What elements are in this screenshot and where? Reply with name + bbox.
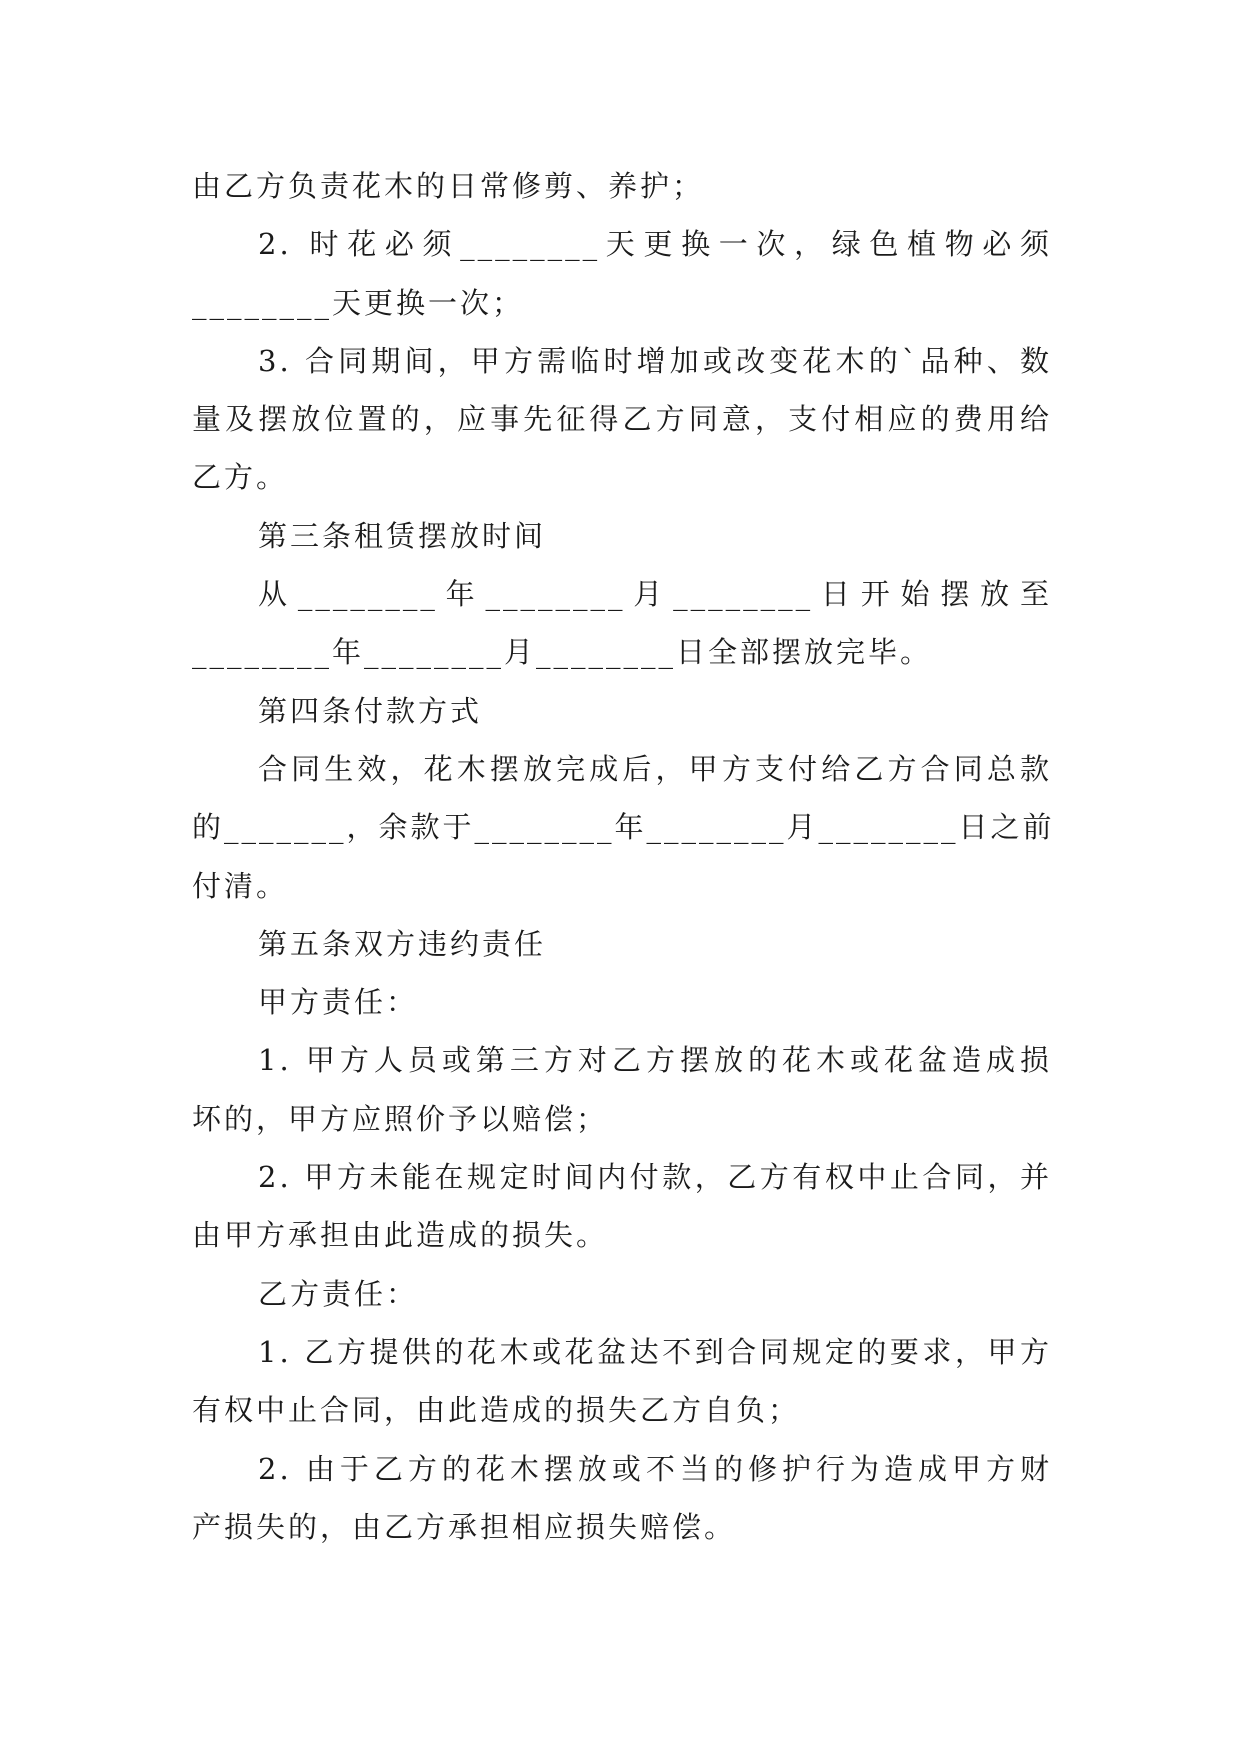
paragraph-line: ________年________月________日全部摆放完毕。 (192, 635, 933, 670)
section-heading: 第三条租赁摆放时间 (258, 518, 547, 553)
paragraph-line: 量及摆放位置的，应事先征得乙方同意，支付相应的费用给 (192, 402, 1052, 437)
paragraph-line: 2. 甲方未能在规定时间内付款，乙方有权中止合同，并 (258, 1160, 1052, 1195)
section-heading: 第四条付款方式 (258, 693, 483, 728)
subsection-heading: 甲方责任： (258, 985, 419, 1020)
paragraph-line: 合同生效，花木摆放完成后，甲方支付给乙方合同总款 (258, 751, 1052, 786)
paragraph-line: 1. 乙方提供的花木或花盆达不到合同规定的要求，甲方 (258, 1334, 1052, 1369)
paragraph-line: ________天更换一次； (192, 285, 525, 320)
paragraph-line: 2. 由于乙方的花木摆放或不当的修护行为造成甲方财 (258, 1451, 1052, 1486)
paragraph-line: 有权中止合同，由此造成的损失乙方自负； (192, 1393, 801, 1428)
paragraph-line: 1. 甲方人员或第三方对乙方摆放的花木或花盆造成损 (258, 1043, 1052, 1078)
document-body (192, 157, 1055, 1556)
paragraph-line: 从________年________月________日开始摆放至 (258, 577, 1052, 612)
paragraph-line: 由甲方承担由此造成的损失。 (192, 1218, 609, 1253)
paragraph-line: 2. 时花必须________天更换一次，绿色植物必须 (258, 227, 1052, 262)
subsection-heading: 乙方责任： (258, 1276, 419, 1311)
paragraph-line: 3. 合同期间，甲方需临时增加或改变花木的`品种、数 (258, 343, 1052, 378)
paragraph-line: 产损失的，由乙方承担相应损失赔偿。 (192, 1509, 737, 1544)
paragraph-line: 坏的，甲方应照价予以赔偿； (192, 1101, 609, 1136)
paragraph-line: 的_______，余款于________年________月________日之前 (192, 810, 1055, 845)
paragraph-line: 由乙方负责花木的日常修剪、养护； (192, 169, 705, 203)
section-heading: 第五条双方违约责任 (258, 926, 547, 961)
paragraph-line: 乙方。 (192, 460, 289, 495)
paragraph-line: 付清。 (192, 868, 289, 903)
